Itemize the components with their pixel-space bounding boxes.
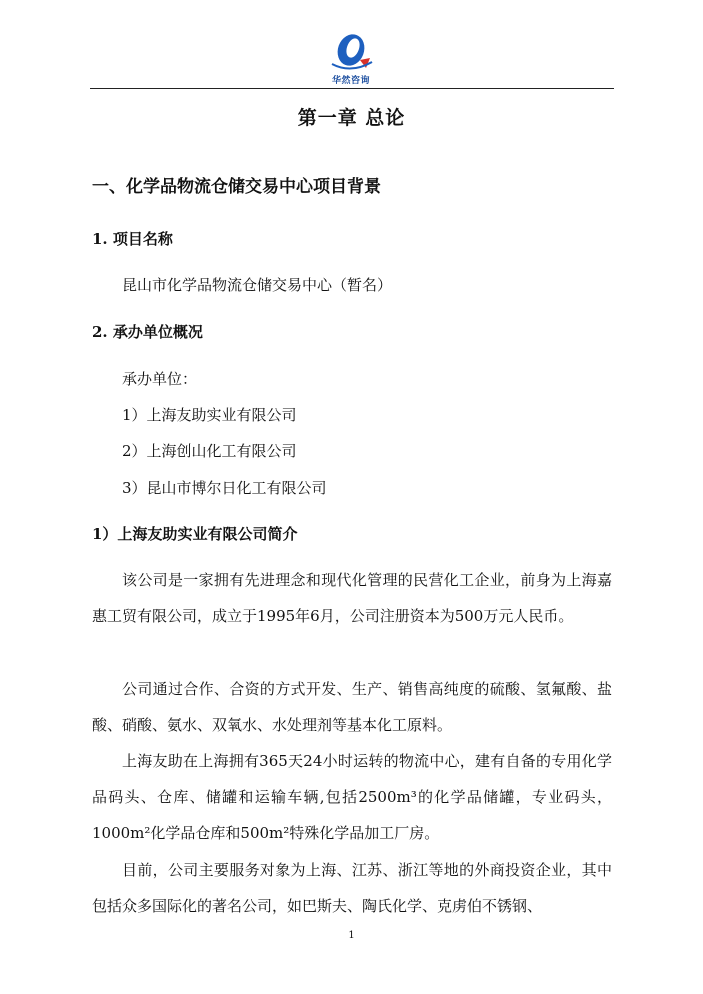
organizer-item: 3）昆山市博尔日化工有限公司 xyxy=(122,479,327,497)
company-intro-paragraph: 目前，公司主要服务对象为上海、江苏、浙江等地的外商投资企业，其中包括众多国际化的著名公司，如巴斯夫、陶氏化学、克虏伯不锈钢、 xyxy=(92,861,612,915)
logo-text: 华然咨询 xyxy=(331,76,370,86)
company-intro-paragraph: 上海友助在上海拥有365天24小时运转的物流中心，建有自备的专用化学品码头、仓库、储罐和运输车辆,包括2500m³的化学品储罐，专业码头，1000m²化学品仓库和500m²特殊化学品加工厂房。 xyxy=(92,752,612,842)
organizer-item: 2）上海创山化工有限公司 xyxy=(122,442,297,460)
chapter-title: 第一章 总论 xyxy=(297,107,406,129)
project-name-heading: 1. 项目名称 xyxy=(92,230,173,248)
organizer-intro: 承办单位： xyxy=(122,370,198,388)
section-title: 一、化学品物流仓储交易中心项目背景 xyxy=(92,177,381,197)
header-divider xyxy=(90,88,614,89)
organizer-heading: 2. 承办单位概况 xyxy=(92,323,203,341)
company-logo xyxy=(320,30,382,86)
company-intro-paragraph: 该公司是一家拥有先进理念和现代化管理的民营化工企业，前身为上海嘉惠工贸有限公司，成立于1995年6月，公司注册资本为500万元人民币。 xyxy=(92,571,612,625)
page-number: 1 xyxy=(348,930,355,941)
project-name-value: 昆山市化学品物流仓储交易中心（暂名） xyxy=(122,276,393,294)
logo-emblem-icon xyxy=(320,30,382,74)
company-intro-paragraph: 公司通过合作、合资的方式开发、生产、销售高纯度的硫酸、氢氟酸、盐酸、硝酸、氨水、双氧水、水处理剂等基本化工原料。 xyxy=(92,680,612,734)
company-intro-heading: 1）上海友助实业有限公司简介 xyxy=(92,525,298,543)
organizer-item: 1）上海友助实业有限公司 xyxy=(122,406,297,424)
